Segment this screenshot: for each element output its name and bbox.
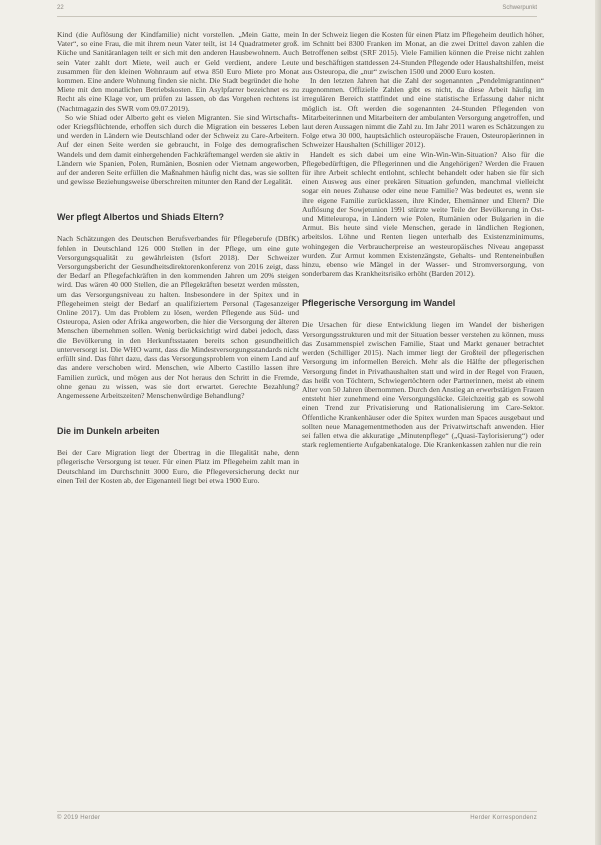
right-paragraph-3: Handelt es sich dabei um eine Win-Win-Win-Situation? Also für die Pflegebedürftigen, die Pflegerinnen und die Angehörigen? Werden die Frauen für ihre Arbeit schlecht entlohnt, schlecht behandelt oder haben sie für sich einen Ausweg aus einer prekären Situation gefunden, manchmal vielleicht sogar ein neues Zuhause oder eine neue Familie? Was bedeutet es, wenn sie ihre eigene Familie zurücklassen, ihre Kinder, Ehemänner und Eltern? Die Auflösung der Sowjetunion 1991 stürzte weite Teile der Bevölkerung in Ost- und Mitteleuropa, in Ländern wie Polen, Rumänien oder Bulgarien in die Armut. Bis heute sind viele Menschen, gerade in ländlichen Regionen, arbeitslos. Löhne und Renten liegen unterhalb des Existenzminimums, wohingegen die Verbraucherpreise an westeuropäisches Niveau angepasst wurden. Zur Armut kommen Existenzängste, Gehalts- und Renteneinbußen hinzu, ebenso wie Mängel in der Wasser- und Stromversorgung, von sonderbarem das Krankheitsrisiko erhöht (Barden 2012). xyxy=(302,149,544,279)
page-fold-shadow xyxy=(595,0,601,845)
left-paragraph-2: So wie Shiad oder Alberto geht es vielen Migranten. Sie sind Wirtschafts- oder Kriegsflüchtende, erhoffen sich durch die Migration ein besseres Leben und werden in Ländern wie Deutschland oder der Schweiz zu Care-Arbeitern. Auf der einen Seite werden sie gebraucht, in Folge des demografischen Wandels und dem damit einhergehenden Fachkräftemangel werden sie aktiv in Ländern wie Spanien, Polen, Rumänien, Bosnien oder Vietnam angeworben, auf der anderen Seite erfüllen die Maßnahmen häufig nicht das, was sie sollten und gewisse Beziehungsweise überschreiten mitunter den Rand der Legalität. xyxy=(57,112,299,187)
right-paragraph-1: In der Schweiz liegen die Kosten für einen Platz im Pflegeheim deutlich höher, im Schnitt bei 8300 Franken im Monat, an die zwei Drittel davon zahlen die Betroffenen selbst (SRF 2015). Viele Familien können die Preise nicht zahlen und beschäftigen stattdessen 24-Stunden Pflegende oder Haushaltshilfen, meist aus Osteuropa, die „nur“ zwischen 1500 und 2000 Euro kosten. xyxy=(302,30,544,76)
section-heading-versorgung-im-wandel: Pflegerische Versorgung im Wandel xyxy=(302,298,456,309)
left-paragraph-4: Bei der Care Migration liegt der Übertrag in die Illegalität nahe, denn pflegerische Versorgung ist teuer. Für einen Platz im Pflegeheim zahlt man in Deutschland im Durchschnitt 3000 Euro, die Pflegeversicherung deckt nur einen Teil der Kosten ab, der Eigenanteil liegt bei etwa 1900 Euro. xyxy=(57,448,299,485)
footer-copyright: © 2019 Herder xyxy=(57,815,101,821)
left-column xyxy=(57,30,299,485)
running-header: Schwerpunkt xyxy=(502,5,537,11)
left-paragraph-1: Kind (die Auflösung der Kindfamilie) nicht vorstellen. „Mein Gatte, mein Vater“, so eine Frau, die mit ihrem neun Vater teilt, ist 14 Quadratmeter groß. Küche und Sanitäranlagen teilt er sich mit den anderen Hausbewohnern. Auch sein Vater zahlt dort Miete, weil auch er Geld verdient, andere Leute zusammen für den kleinen Wohnraum auf etwa 850 Euro Miete pro Monat kommen. Eine andere Wohnung finden sie nicht. Die Stadt begründet die hohe Miete mit den monatlichen Betriebskosten. Ein Asylpfarrer bezeichnet es zu Recht als eine Klage vor, um prüfen zu lassen, ob das Vorgehen rechtens ist (Nachtmagazin des SWR vom 09.07.2019). xyxy=(57,30,299,113)
header-rule xyxy=(57,16,537,17)
page-number: 22 xyxy=(57,5,64,11)
right-paragraph-4: Die Ursachen für diese Entwicklung liegen im Wandel der bisherigen Versorgungsstrukturen und mit der Situation besser verstehen zu können, muss das Zusammenspiel zwischen Familie, Staat und Markt genauer betrachtet werden (Schilliger 2015). Nach immer liegt der Großteil der pflegerischen Versorgung im informellen Bereich. Mehr als die Hälfte der pflegerischen Versorgung findet in Privathaushalten statt und wird in der Regel von Frauen, das heißt von Töchtern, Schwiegertöchtern oder Partnerinnen, meist ab einem Alter von 50 Jahren übernommen. Durch den Anstieg an erwerbstätigen Frauen entsteht hier zunehmend eine Versorgungslücke. Gleichzeitig gab es sowohl einen Trend zur Privatisierung und Rationalisierung im Care-Sektor. Öffentliche Krankenhäuser oder die Spitex wurden man Spaces ausgebaut und sollten neue Managementmethoden aus der Privatwirtschaft anwenden. Hier sei fallen etwa die akkuratige „Minutenpflege“ („Quasi-Taylorisierung“) oder stark reglementierte Aufgabenkataloge. Die Krankenkassen zahlen nur die rein xyxy=(302,320,544,450)
section-heading-im-dunkeln: Die im Dunkeln arbeiten xyxy=(57,426,160,437)
section-heading-wer-pflegt: Wer pflegt Albertos und Shiads Eltern? xyxy=(57,212,225,223)
right-column xyxy=(302,30,544,449)
right-paragraph-2: In den letzten Jahren hat die Zahl der sogenannten „Pendelmigrantinnen“ zugenommen. Offizielle Zahlen gibt es nicht, da diese Arbeit häufig im irregulären Bereich stattfindet und eine statistische Erfassung daher nicht möglich ist. Oft werden die sogenannten 24-Stunden Pflegenden von Mitarbeiterinnen und Mitarbeitern der ambulanten Versorgung angetroffen, und laut deren Aussagen nimmt die Zahl zu. Im Jahr 2011 waren es Schätzungen zu Folge etwa 30 000, hauptsächlich osteuropäische Frauen, Osteuropäerinnen in Schweizer Haushalten (Schilliger 2012). xyxy=(302,76,544,150)
footer-rule xyxy=(57,811,537,812)
left-paragraph-3: Nach Schätzungen des Deutschen Berufsverbandes für Pflegeberufe (DBfK) fehlen in Deutschland 126 000 Stellen in der Pflege, um eine gute Versorgungsqualität zu gewährleisten (Isfort 2018). Der Schweizer Versorgungsbericht der Gesundheitsdirektorenkonferenz von 2016 zeigt, dass der Bedarf an Pflegefachkräften in den kommenden Jahren um 20% steigen wird. Das wären 40 000 Stellen, die an Pflegekräften besetzt werden müssten, um das Versorgungsniveau zu halten. Insbesondere in der Spitex und in Pflegeheimen steigt der Bedarf an qualifiziertem Personal (Tagesanzeiger Online 2017). Um das Problem zu lösen, werden Pflegende aus Süd- und Osteuropa, Asien oder Afrika angeworben, die hier die Versorgung der älteren Menschen übernehmen sollen. Wenig berücksichtigt wird dabei jedoch, dass die Bevölkerung in den Herkunftsstaaten bereits schon gesundheitlich unterversorgt ist. Die WHO warnt, dass die Mindestversorgungsstandards nicht erfüllt sind. Das führt dazu, dass das Versorgungsproblem von einem Land auf das andere verschoben wird. Menschen, wie Alberto Castillo lassen ihre Familien zurück, und mögen aus der Not heraus den Schritt in die Fremde, ohne genau zu wissen, was sie dort erwartet. Gerechte Bezahlung? Angemessene Arbeitszeiten? Menschenwürdige Behandlung? xyxy=(57,234,299,400)
footer-publication: Herder Korrespondenz xyxy=(470,815,537,821)
